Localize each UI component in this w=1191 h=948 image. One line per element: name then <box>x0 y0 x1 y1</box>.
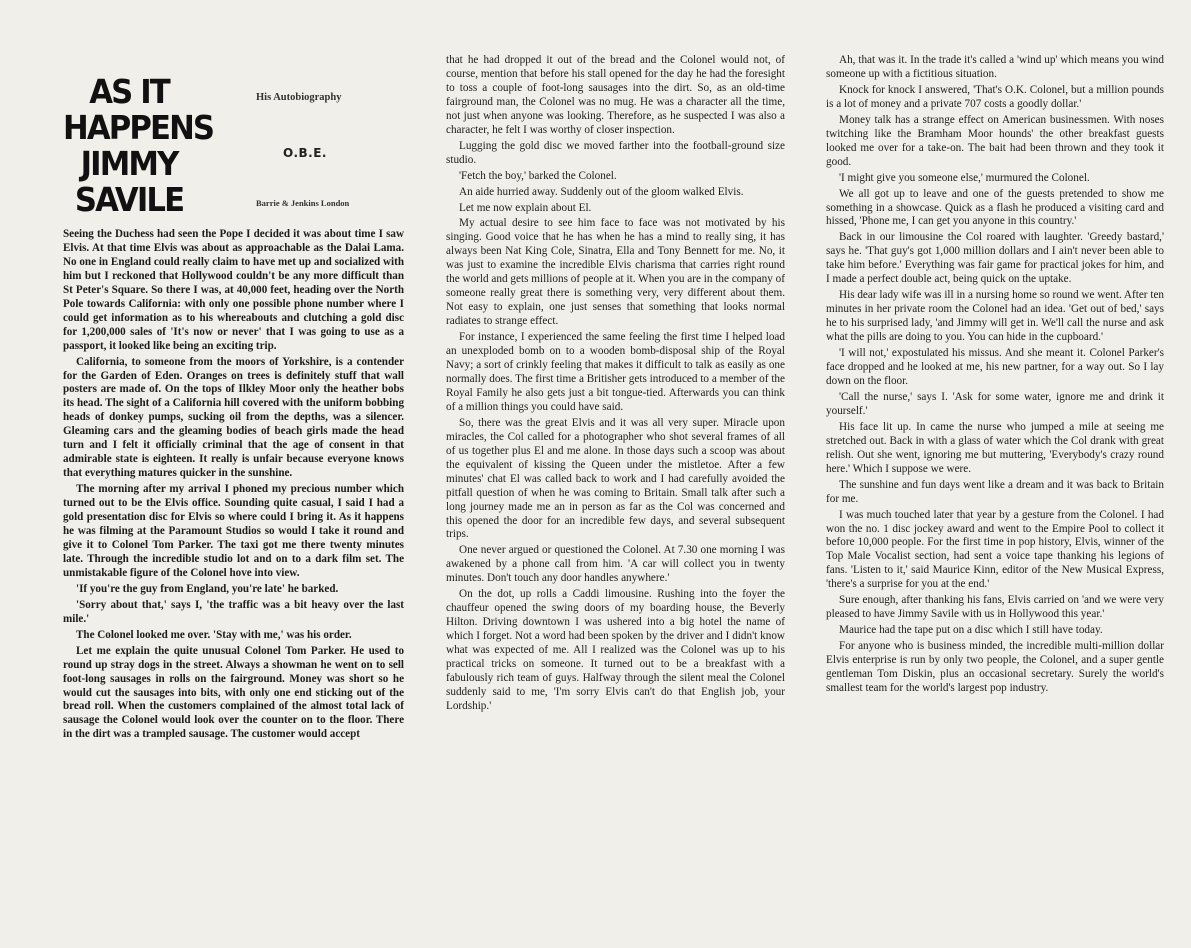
paragraph: that he had dropped it out of the bread and the Colonel would not, of course, mention that before his stall opened for the day he had the foresight to toss a couple of foot-long sausages into the dirt. So, as an old-time fairground man, the Colonel was no mug. He was a character all the time, not just when anyone was looking. Therefore, as he suspected I was also a character, he felt I was worthy of closer inspection. <box>446 54 785 136</box>
paragraph: So, there was the great Elvis and it was all very super. Miracle upon miracles, the Col called for a photographer who shot several frames of all of us together plus El and me alone. In those days such a scoop was about the equivalent of kissing the Queen under the mistletoe. After a few minutes' chat El was called back to work and I had carefully avoided the pitfall question of when he was coming to Britain. Small talk after such a long journey made me an in person as far as the Col was concerned and this opened the door for an incredible few days, and several subsequent trips. <box>446 416 785 541</box>
paragraph: His face lit up. In came the nurse who jumped a mile at seeing me stretched out. Back in with a glass of water which the Col drank with great relish. Out she went, ignoring me but muttering, 'Everybody's crazy round here.' Which I suppose we were. <box>826 420 1164 475</box>
paragraph: For anyone who is business minded, the incredible multi-million dollar Elvis enterprise is run by only two people, the Colonel, and a super gentle gentleman Tom Diskin, plus an occasional secretary. Surely the world's smallest team for the world's largest pop industry. <box>826 640 1164 694</box>
paragraph: Seeing the Duchess had seen the Pope I decided it was about time I saw Elvis. At that time Elvis was about as approachable as the Dalai Lama. No one in England could really claim to have met up and socialized with him but I reckoned that Hollywood couldn't be any more difficult than St Peter's Square. So there I was, at 40,000 feet, heading over the North Pole towards California: with only one possible phone number where I could get information as to his whereabouts and clutching a gold disc for 1,200,000 sales of 'It's now or never' that I was going to use as a passport, it looked like being an exciting trip. <box>63 228 404 352</box>
column-middle <box>446 54 785 716</box>
subtitle: His Autobiography <box>256 92 342 103</box>
paragraph: I was much touched later that year by a gesture from the Colonel. I had won the no. 1 disc jockey award and went to the Empire Pool to collect it before 10,000 people. For the first time in pop history, Elvis, winner of the Top Male Vocalist section, had sent a voice tape thanking his legions of fans. 'Listen to it,' said Maurice Kinn, editor of the New Musical Express, 'there's a surprise for you at the end.' <box>826 508 1164 591</box>
paragraph: His dear lady wife was ill in a nursing home so round we went. After ten minutes in her private room the Colonel had an idea. 'Get out of bed,' says he to his surprised lady, 'and Jimmy will get in. We'll call the nurse and ask what the pills are doing to you. You can hide in the cupboard.' <box>826 289 1164 344</box>
paragraph: 'If you're the guy from England, you're late' he barked. <box>76 582 339 595</box>
paragraph: For instance, I experienced the same feeling the first time I helped load an unexploded bomb on to a wooden bomb-disposal ship of the Royal Navy; a sort of crinkly feeling that makes it difficult to talk as easily as one normally does. The first time a Britisher gets introduced to a member of the Royal Family he also gets just a bit tongue-tied. Afterwards you can think of a million things you could have said. <box>446 331 785 413</box>
paragraph: The Colonel looked me over. 'Stay with me,' was his order. <box>76 628 352 641</box>
paragraph: Back in our limousine the Col roared with laughter. 'Greedy bastard,' says he. 'That guy's got 1,000 million dollars and I ain't never been able to take him before.' Everything was fair game for practical jokes for him, and I made a perfect double act, being quick on the uptake. <box>826 231 1164 286</box>
paragraph: On the dot, up rolls a Caddi limousine. Rushing into the foyer the chauffeur opened the swing doors of my boarding house, the Beverly Hilton. Driving downtown I was ushered into a big hotel the name of which I forget. Not a word had been spoken by the driver and I didn't know what was expected of me. All I realized was the Colonel was up to his practical tricks on someone. It turned out to be a breakfast with a fabulously rich team of guys. Halfway through the silent meal the Colonel suddenly said to me, 'I'm sorry Elvis can't do that English job, your Lordship.' <box>446 588 785 712</box>
paragraph: Money talk has a strange effect on American businessmen. With noses twitching like the Bramham Moor hounds' the other breakfast guests looked me over for a take-on. The bait had been thrown and they took it good. <box>826 113 1164 168</box>
obe-label: O.B.E. <box>283 146 327 160</box>
paragraph: 'I might give you someone else,' murmured the Colonel. <box>839 171 1090 184</box>
paragraph: 'Sorry about that,' says I, 'the traffic was a bit heavy over the last mile.' <box>63 598 404 625</box>
paragraph: Sure enough, after thanking his fans, Elvis carried on 'and we were very pleased to have Jimmy Savile with us in Hollywood this year.' <box>826 594 1164 621</box>
paragraph: Let me now explain about El. <box>459 201 592 214</box>
book-title-logo <box>63 72 214 219</box>
publisher: Barrie & Jenkins London <box>256 198 350 208</box>
paragraph: Ah, that was it. In the trade it's called a 'wind up' which means you wind someone up with a fictitious situation. <box>826 54 1164 80</box>
paragraph: We all got up to leave and one of the guests pretended to show me something in a showcase. Quick as a flash he produced a visiting card and hissed, 'Phone me, I can get you anyone in this country.' <box>826 187 1164 228</box>
paragraph: 'I will not,' expostulated his missus. And she meant it. Colonel Parker's face dropped and he looked at me, his new partner, for a way out. So I lay down on the floor. <box>826 347 1164 387</box>
logo-line: SAVILE <box>74 180 184 219</box>
paragraph: The morning after my arrival I phoned my precious number which turned out to be the Elvis office. Sounding quite casual, I said I had a gold presentation disc for Elvis so where could I bring it. As it happens he was filming at the Paramount Studios so would I take it round and give it to Colonel Tom Parker. The taxi got me there twenty minutes late. Through the incredible studio lot and on to a dark film set. The unmistakable figure of the Colonel hove into view. <box>63 483 404 579</box>
paragraph: Lugging the gold disc we moved farther into the football-ground size studio. <box>446 139 785 166</box>
paragraph: Knock for knock I answered, 'That's O.K. Colonel, but a million pounds is a lot of money and a private 707 costs a goodly dollar.' <box>826 83 1164 110</box>
paragraph: The sunshine and fun days went like a dream and it was back to Britain for me. <box>826 478 1164 505</box>
paragraph: 'Call the nurse,' says I. 'Ask for some water, ignore me and drink it yourself.' <box>826 390 1164 417</box>
paragraph: 'Fetch the boy,' barked the Colonel. <box>459 169 617 182</box>
column-left <box>63 54 404 744</box>
paragraph: California, to someone from the moors of Yorkshire, is a contender for the Garden of Eden. Oranges on trees is definitely stuff that wall posters are made of. On the tops of Ilkley Moor only the heather bobs its head. The sight of a California hill covered with the uniform bobbing heads of donkey pumps, sucking oil from the depths, was a silencer. Gleaming cars and the gleaming bodies of beach girls made the head turn and I felt it officially criminal that the age of consent in that admirable state is eighteen. It really is unfair because everyone knows that everything matures quicker in the sunshine. <box>63 355 404 480</box>
paragraph: My actual desire to see him face to face was not motivated by his singing. Good voice that he has when he has a mind to really sing, it has always been Nat King Cole, Sinatra, Ella and Tony Bennett for me. No, it was just to examine the incredible Elvis charisma that carries right round the world and gets millions of people at it. When you are in the company of someone really great there is something very, very different about them. Not easy to explain, one just senses that something that looks normal radiates to strange effect. <box>446 217 785 328</box>
paragraph: One never argued or questioned the Colonel. At 7.30 one morning I was awakened by a phone call from him. 'A car will collect you in twenty minutes. Don't touch any door handles anywhere.' <box>446 544 785 585</box>
column-right <box>826 54 1164 698</box>
paragraph: Maurice had the tape put on a disc which I still have today. <box>839 624 1103 637</box>
logo-line: AS IT <box>89 72 169 111</box>
paragraph: An aide hurried away. Suddenly out of the gloom walked Elvis. <box>459 185 744 198</box>
paragraph: Let me explain the quite unusual Colonel Tom Parker. He used to round up stray dogs in the street. Always a showman he went on to sell foot-long sausages in rolls on the fairground. Money was short so he would cut the sausages into bits, with only one end sticking out of the bread roll. When the customers complained of the almost total lack of sausage the Colonel would look over the counter on to the floor. There in the dirt was a trampled sausage. The customer would accept <box>63 644 404 741</box>
logo-line: HAPPENS <box>63 108 214 147</box>
logo-line: JIMMY <box>80 144 178 183</box>
title-block <box>63 54 404 227</box>
